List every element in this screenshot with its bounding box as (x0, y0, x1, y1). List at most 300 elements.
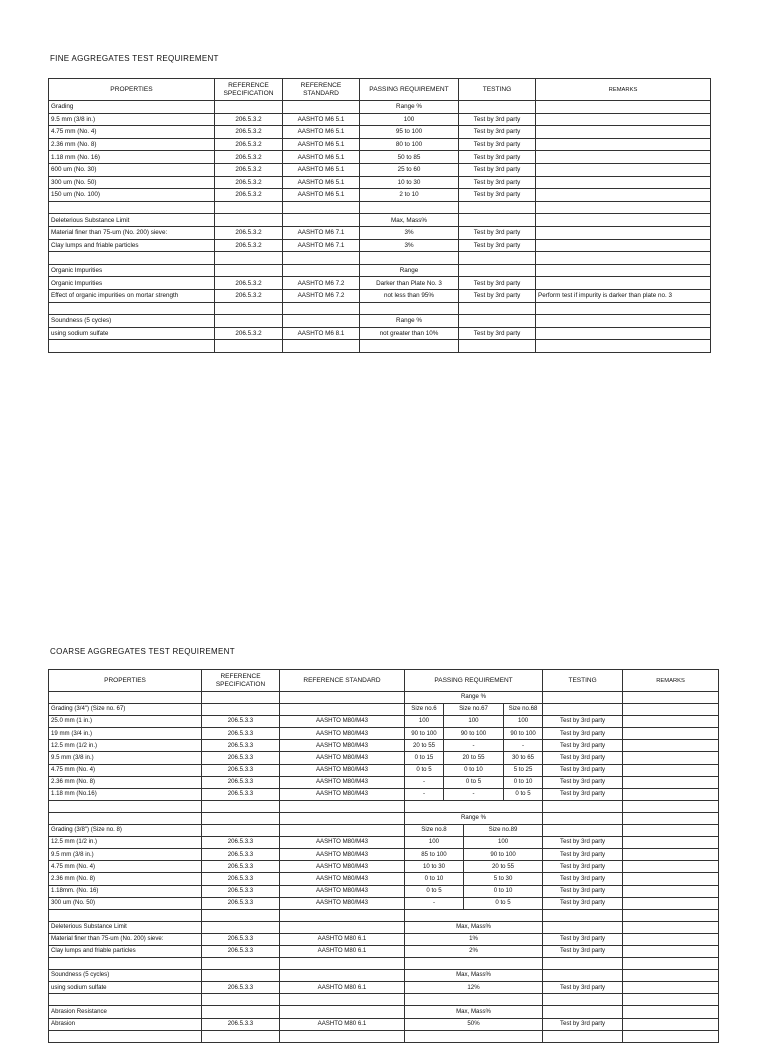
table-cell: AASHTO M6 7.2 (283, 277, 360, 290)
property-cell: 4.75 mm (No. 4) (49, 861, 202, 873)
table-cell (280, 958, 405, 970)
table-cell: 206.5.3.2 (215, 239, 283, 252)
table-cell: 0 to 5 (444, 776, 504, 788)
table-cell: 206.5.3.3 (202, 1018, 280, 1030)
table-cell: 5 to 30 (464, 873, 543, 885)
table-cell: 0 to 15 (405, 752, 444, 764)
table-cell (360, 302, 459, 315)
table-cell (215, 214, 283, 227)
table-cell: AASHTO M80/M43 (280, 849, 405, 861)
table-cell: AASHTO M6 5.1 (283, 113, 360, 126)
table-cell: AASHTO M6 7.1 (283, 226, 360, 239)
table-cell (543, 800, 623, 812)
table-cell (623, 800, 719, 812)
table-cell (202, 692, 280, 704)
table-cell: AASHTO M80/M43 (280, 728, 405, 740)
coarse-aggregates-title: COARSE AGGREGATES TEST REQUIREMENT (50, 647, 235, 656)
table-cell (623, 752, 719, 764)
table-cell: 206.5.3.3 (202, 740, 280, 752)
table-cell (405, 1030, 543, 1042)
table-cell: 20 to 55 (464, 861, 543, 873)
table-cell (543, 1006, 623, 1018)
property-cell: 150 um (No. 100) (49, 189, 215, 202)
table-row (49, 302, 711, 315)
table-cell (405, 958, 543, 970)
table-cell (536, 340, 711, 353)
table-row (49, 812, 719, 824)
table-cell: 100 (405, 716, 444, 728)
table-cell (536, 239, 711, 252)
table-cell: Test by 3rd party (543, 873, 623, 885)
property-cell: Soundness (5 cycles) (49, 315, 215, 328)
property-cell: 9.5 mm (3/8 in.) (49, 849, 202, 861)
table-cell: AASHTO M80 6.1 (280, 982, 405, 994)
table-cell: 12% (405, 982, 543, 994)
table-cell (623, 873, 719, 885)
table-cell: 1% (405, 933, 543, 945)
table-cell: 100 (444, 716, 504, 728)
table-cell: - (405, 788, 444, 800)
section-label: Grading (3/8") (Size no. 8) (49, 825, 202, 837)
table-cell: AASHTO M80/M43 (280, 885, 405, 897)
table-cell: Darker than Plate No. 3 (360, 277, 459, 290)
table-cell (215, 101, 283, 114)
table-cell: Test by 3rd party (459, 289, 536, 302)
table-cell (536, 163, 711, 176)
table-cell (543, 958, 623, 970)
table-row (49, 151, 711, 164)
table-cell: 0 to 10 (444, 764, 504, 776)
table-cell (623, 825, 719, 837)
table-cell (623, 921, 719, 933)
section-label: Deleterious Substance Limit (49, 921, 202, 933)
table-cell: Test by 3rd party (543, 764, 623, 776)
table-cell: 90 to 100 (405, 728, 444, 740)
table-cell: Test by 3rd party (459, 239, 536, 252)
table-cell: Test by 3rd party (459, 151, 536, 164)
column-header: REFERENCE SPECIFICATION (215, 79, 283, 101)
table-cell (459, 315, 536, 328)
table-row (49, 776, 719, 788)
table-row (49, 728, 719, 740)
property-cell (49, 252, 215, 265)
table-row (49, 692, 719, 704)
table-cell: 20 to 55 (444, 752, 504, 764)
table-cell (280, 1030, 405, 1042)
property-cell: 12.5 mm (1/2 in.) (49, 740, 202, 752)
table-row (49, 849, 719, 861)
range-label: Max, Mass% (405, 921, 543, 933)
table-cell: Range % (360, 101, 459, 114)
table-cell (623, 945, 719, 957)
table-cell: 10 to 30 (405, 861, 464, 873)
table-cell: 90 to 100 (504, 728, 543, 740)
table-cell: AASHTO M6 5.1 (283, 151, 360, 164)
table-cell (459, 201, 536, 214)
table-cell (280, 812, 405, 824)
table-row (49, 873, 719, 885)
property-cell: 1.18 mm (No.16) (49, 788, 202, 800)
table-cell: 206.5.3.2 (215, 163, 283, 176)
table-row (49, 970, 719, 982)
table-cell (623, 1006, 719, 1018)
table-cell: AASHTO M80/M43 (280, 788, 405, 800)
table-cell: 206.5.3.3 (202, 873, 280, 885)
table-cell: AASHTO M80 6.1 (280, 933, 405, 945)
table-cell: 206.5.3.3 (202, 716, 280, 728)
table-cell: AASHTO M80/M43 (280, 752, 405, 764)
table-cell: AASHTO M80/M43 (280, 716, 405, 728)
table-row (49, 897, 719, 909)
size-label: Size no.67 (444, 704, 504, 716)
table-cell (49, 692, 202, 704)
table-cell: 95 to 100 (360, 126, 459, 139)
property-cell: 4.75 mm (No. 4) (49, 126, 215, 139)
table-row (49, 264, 711, 277)
table-cell: 3% (360, 226, 459, 239)
table-cell (543, 1030, 623, 1042)
table-cell: 0 to 5 (405, 764, 444, 776)
table-cell (280, 692, 405, 704)
fine-aggregates-title: FINE AGGREGATES TEST REQUIREMENT (50, 54, 219, 63)
property-cell: 2.36 mm (No. 8) (49, 873, 202, 885)
table-cell (360, 252, 459, 265)
property-cell: Clay lumps and friable particles (49, 239, 215, 252)
table-cell (623, 837, 719, 849)
table-cell (623, 909, 719, 921)
table-cell: Test by 3rd party (459, 327, 536, 340)
table-cell (543, 909, 623, 921)
table-cell (623, 982, 719, 994)
table-cell: AASHTO M6 7.1 (283, 239, 360, 252)
table-row (49, 837, 719, 849)
column-header: REFERENCE STANDARD (283, 79, 360, 101)
table-cell (536, 189, 711, 202)
table-cell: 85 to 100 (405, 849, 464, 861)
table-cell (202, 921, 280, 933)
table-cell (623, 716, 719, 728)
table-cell (49, 800, 202, 812)
table-cell: 206.5.3.2 (215, 176, 283, 189)
property-cell: 25.0 mm (1 in.) (49, 716, 202, 728)
table-cell: 0 to 5 (405, 885, 464, 897)
table-row (49, 752, 719, 764)
table-cell (215, 302, 283, 315)
table-row (49, 982, 719, 994)
column-header: PROPERTIES (49, 79, 215, 101)
table-row (49, 289, 711, 302)
table-cell (543, 704, 623, 716)
table-cell: 10 to 30 (360, 176, 459, 189)
column-header: TESTING (459, 79, 536, 101)
column-header: REFERENCE SPECIFICATION (202, 670, 280, 692)
table-cell: 100 (360, 113, 459, 126)
column-header: REMARKS (623, 670, 719, 692)
table-cell (49, 994, 202, 1006)
table-cell: 206.5.3.3 (202, 837, 280, 849)
table-cell (202, 1006, 280, 1018)
table-cell: 206.5.3.3 (202, 849, 280, 861)
table-cell: - (405, 897, 464, 909)
table-cell (202, 812, 280, 824)
table-row (49, 201, 711, 214)
table-cell: 80 to 100 (360, 138, 459, 151)
table-cell: AASHTO M80/M43 (280, 776, 405, 788)
column-header: PASSING REQUIREMENT (405, 670, 543, 692)
table-cell (49, 1030, 202, 1042)
table-cell (360, 201, 459, 214)
table-cell (543, 692, 623, 704)
table-cell (405, 800, 543, 812)
table-cell: 206.5.3.3 (202, 776, 280, 788)
table-cell: AASHTO M80 6.1 (280, 1018, 405, 1030)
table-cell (202, 994, 280, 1006)
property-cell: Clay lumps and friable particles (49, 945, 202, 957)
table-cell (405, 909, 543, 921)
table-row (49, 921, 719, 933)
table-cell: 50% (405, 1018, 543, 1030)
table-row (49, 704, 719, 716)
table-cell: AASHTO M6 7.2 (283, 289, 360, 302)
table-cell: 206.5.3.2 (215, 138, 283, 151)
table-cell (49, 909, 202, 921)
property-cell: Organic Impurities (49, 277, 215, 290)
table-cell: 206.5.3.3 (202, 933, 280, 945)
property-cell: Effect of organic impurities on mortar strength (49, 289, 215, 302)
table-cell: 206.5.3.3 (202, 945, 280, 957)
table-cell (536, 315, 711, 328)
table-cell (536, 327, 711, 340)
table-row (49, 788, 719, 800)
table-cell (459, 101, 536, 114)
table-cell: AASHTO M80/M43 (280, 837, 405, 849)
table-cell: AASHTO M6 8.1 (283, 327, 360, 340)
table-cell (623, 692, 719, 704)
property-cell: Deleterious Substance Limit (49, 214, 215, 227)
table-row (49, 315, 711, 328)
table-cell: Test by 3rd party (459, 226, 536, 239)
table-cell: 206.5.3.3 (202, 861, 280, 873)
table-cell: AASHTO M6 5.1 (283, 138, 360, 151)
table-cell: Test by 3rd party (459, 138, 536, 151)
table-cell (280, 800, 405, 812)
table-cell: not greater than 10% (360, 327, 459, 340)
table-cell: 206.5.3.2 (215, 277, 283, 290)
column-header: REFERENCE STANDARD (280, 670, 405, 692)
table-cell: Test by 3rd party (543, 752, 623, 764)
table-cell (280, 909, 405, 921)
property-cell: using sodium sulfate (49, 327, 215, 340)
coarse-aggregates-table (48, 669, 719, 1043)
property-cell (49, 201, 215, 214)
table-cell (536, 126, 711, 139)
table-cell (49, 812, 202, 824)
table-cell: 206.5.3.3 (202, 764, 280, 776)
table-row (49, 252, 711, 265)
table-cell: 2% (405, 945, 543, 957)
table-cell (215, 315, 283, 328)
table-row (49, 945, 719, 957)
table-cell: 3% (360, 239, 459, 252)
section-label: Abrasion Resistance (49, 1006, 202, 1018)
table-cell (283, 252, 360, 265)
table-row (49, 958, 719, 970)
table-cell (623, 849, 719, 861)
table-cell: 100 (405, 837, 464, 849)
table-cell (623, 1018, 719, 1030)
table-cell: Range (360, 264, 459, 277)
table-cell (280, 921, 405, 933)
property-cell: 2.36 mm (No. 8) (49, 776, 202, 788)
table-cell (202, 958, 280, 970)
table-cell: Test by 3rd party (543, 849, 623, 861)
table-cell: 0 to 5 (504, 788, 543, 800)
property-cell: Material finer than 75-um (No. 200) sieve: (49, 933, 202, 945)
table-cell: Test by 3rd party (459, 126, 536, 139)
column-header: TESTING (543, 670, 623, 692)
table-cell: 90 to 100 (444, 728, 504, 740)
table-cell: Test by 3rd party (459, 113, 536, 126)
table-cell (202, 1030, 280, 1042)
table-cell: Test by 3rd party (543, 776, 623, 788)
table-cell (623, 1030, 719, 1042)
table-cell (459, 252, 536, 265)
table-row (49, 885, 719, 897)
table-row (49, 214, 711, 227)
table-row (49, 994, 719, 1006)
range-label: Max, Mass% (405, 970, 543, 982)
table-row (49, 740, 719, 752)
table-cell: AASHTO M80/M43 (280, 764, 405, 776)
table-cell: Test by 3rd party (543, 885, 623, 897)
table-row (49, 189, 711, 202)
table-cell: 5 to 25 (504, 764, 543, 776)
property-cell: 300 um (No. 50) (49, 176, 215, 189)
range-label: Range % (405, 692, 543, 704)
table-cell (283, 340, 360, 353)
table-cell (215, 252, 283, 265)
table-row (49, 764, 719, 776)
table-cell: 100 (504, 716, 543, 728)
table-cell: Max, Mass% (360, 214, 459, 227)
property-cell: 300 um (No. 50) (49, 897, 202, 909)
table-cell (536, 252, 711, 265)
table-cell: 206.5.3.2 (215, 126, 283, 139)
table-cell (623, 812, 719, 824)
table-cell: Test by 3rd party (459, 163, 536, 176)
table-cell (360, 340, 459, 353)
property-cell: 19 mm (3/4 in.) (49, 728, 202, 740)
table-cell (543, 970, 623, 982)
table-cell: AASHTO M80/M43 (280, 873, 405, 885)
table-cell (459, 340, 536, 353)
table-cell (623, 776, 719, 788)
table-cell: Test by 3rd party (459, 176, 536, 189)
table-cell (536, 151, 711, 164)
table-cell (536, 302, 711, 315)
property-cell: 9.5 mm (3/8 in.) (49, 113, 215, 126)
table-cell (623, 933, 719, 945)
range-label: Range % (405, 812, 543, 824)
property-cell (49, 302, 215, 315)
table-cell: Range % (360, 315, 459, 328)
table-cell: 90 to 100 (464, 849, 543, 861)
table-row (49, 933, 719, 945)
table-cell: - (405, 776, 444, 788)
table-row (49, 327, 711, 340)
table-cell: 206.5.3.2 (215, 289, 283, 302)
table-cell: 206.5.3.3 (202, 897, 280, 909)
table-cell: 0 to 10 (405, 873, 464, 885)
table-cell: 206.5.3.3 (202, 982, 280, 994)
table-cell (280, 1006, 405, 1018)
table-row (49, 825, 719, 837)
table-cell: 0 to 10 (464, 885, 543, 897)
table-cell (536, 277, 711, 290)
table-cell: 0 to 10 (504, 776, 543, 788)
property-cell: Material finer than 75-um (No. 200) sieve: (49, 226, 215, 239)
table-row (49, 1006, 719, 1018)
table-cell: Perform test if impurity is darker than plate no. 3 (536, 289, 711, 302)
table-row (49, 277, 711, 290)
table-cell (536, 176, 711, 189)
table-row (49, 138, 711, 151)
table-cell: Test by 3rd party (543, 982, 623, 994)
table-cell (536, 226, 711, 239)
table-cell: AASHTO M6 5.1 (283, 163, 360, 176)
size-label: Size no.89 (464, 825, 543, 837)
column-header: REMARKS (536, 79, 711, 101)
table-header-row (49, 79, 711, 101)
table-cell (202, 704, 280, 716)
table-cell (543, 921, 623, 933)
table-cell: - (504, 740, 543, 752)
table-cell (459, 214, 536, 227)
table-cell (280, 825, 405, 837)
table-cell: Test by 3rd party (543, 716, 623, 728)
table-cell: 50 to 85 (360, 151, 459, 164)
table-cell: AASHTO M80/M43 (280, 740, 405, 752)
size-label: Size no.8 (405, 825, 464, 837)
table-cell: Test by 3rd party (543, 897, 623, 909)
table-cell (623, 728, 719, 740)
table-cell: - (444, 740, 504, 752)
property-cell: 4.75 mm (No. 4) (49, 764, 202, 776)
table-cell: AASHTO M80/M43 (280, 861, 405, 873)
table-cell: Test by 3rd party (543, 728, 623, 740)
table-row (49, 716, 719, 728)
table-row (49, 163, 711, 176)
table-row (49, 1018, 719, 1030)
size-label: Size no.68 (504, 704, 543, 716)
column-header: PASSING REQUIREMENT (360, 79, 459, 101)
table-row (49, 113, 711, 126)
table-cell (536, 201, 711, 214)
table-cell (283, 315, 360, 328)
property-cell: 9.5 mm (3/8 in.) (49, 752, 202, 764)
table-cell: 100 (464, 837, 543, 849)
table-cell (215, 340, 283, 353)
table-cell: Test by 3rd party (459, 189, 536, 202)
table-row (49, 126, 711, 139)
table-cell: AASHTO M80/M43 (280, 897, 405, 909)
table-row (49, 909, 719, 921)
property-cell: 12.5 mm (1/2 in.) (49, 837, 202, 849)
table-cell (623, 764, 719, 776)
table-cell: 30 to 65 (504, 752, 543, 764)
table-row (49, 226, 711, 239)
table-cell (623, 970, 719, 982)
